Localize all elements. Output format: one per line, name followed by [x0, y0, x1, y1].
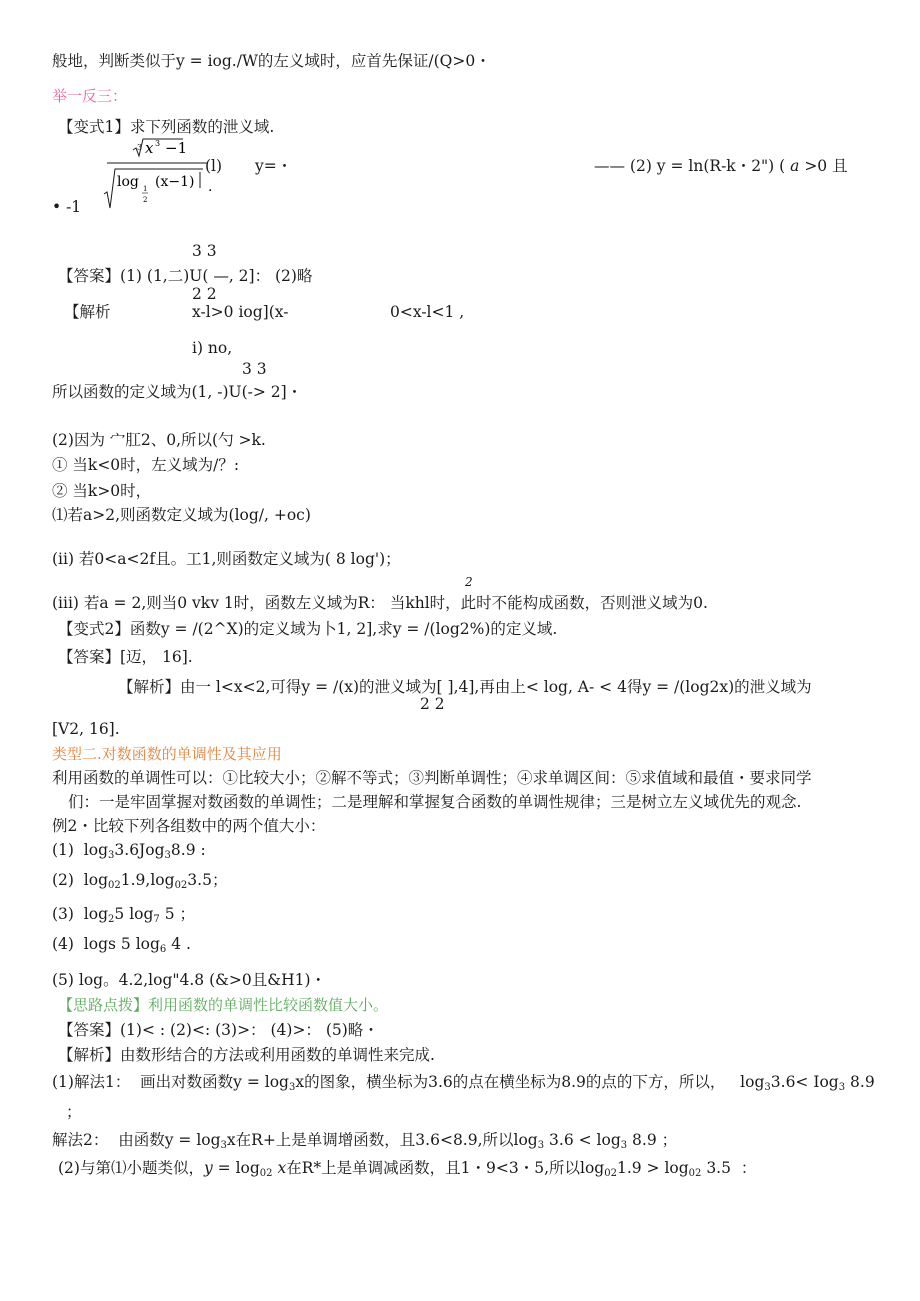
answer-line: 【答案】[迈， 16]. — [58, 648, 193, 666]
analysis-label: 【解析 — [64, 303, 111, 321]
solution-line: 解法2： 由函数$y = \log_3x$在R+上是单调增函数，且3.6<8.9,所以$\log_3 3.6 < \log_3 8.9$ ； — [52, 1131, 678, 1151]
superscript-row: 3 3 — [192, 242, 217, 260]
solution-line: (2)与第⑴小题类似，$y = \log_{02} x$在R*上是单调减函数，且1・9<3・5,所以$\log_{02}1.9 > \log_{02} 3.5$ ： — [58, 1159, 757, 1179]
text-line: 般地，判断类似于y = iog./W的左义域时，应首先保证/(Q>0・ — [52, 52, 491, 70]
text-fragment: ； — [66, 1103, 82, 1121]
formula-log: log — [117, 174, 139, 190]
text-line: 【变式2】函数y = /(2^X)的定义域为卜1, 2],求y = /(log2%)的定义域. — [58, 620, 558, 638]
text-fragment: 0<x-l<1 , — [390, 303, 465, 321]
analysis-line: 【解析】由数形结合的方法或利用函数的单调性来完成. — [58, 1046, 435, 1064]
formula-tail: . — [208, 179, 213, 195]
subscript-row: 2 2 — [420, 695, 445, 713]
example-item: (1) $\log_33.6Jog_38.9$ : — [52, 841, 206, 861]
example-heading: 例2・比较下列各组数中的两个值大小： — [52, 817, 326, 835]
formula-radicand: x — [145, 139, 154, 157]
exercise-heading: 【变式1】求下列函数的泄义域. — [58, 118, 275, 136]
text-fragment: (l) — [205, 157, 223, 175]
text-line: (iii) 若a = 2,则当0 vkv 1时，函数左义域为R： 当khl时，此时不能构成函数，否则泄义域为0. — [52, 594, 708, 612]
text-fragment: y=・ — [255, 157, 293, 175]
formula-minus-one: −1 — [165, 139, 188, 157]
section-heading: 类型二.对数函数的单调性及其应用 — [52, 745, 282, 763]
formula-arg: (x−1) — [155, 174, 195, 190]
text-line: ⑴若a>2,则函数定义域为(log/, +oc) — [52, 506, 311, 524]
formula-base-den: 2 — [143, 196, 148, 204]
superscript-row: 3 3 — [242, 360, 267, 378]
text-fragment: x-l>0 iog](x- — [192, 303, 289, 321]
hint-line: 【思路点拨】利用函数的单调性比较函数值大小。 — [58, 996, 389, 1014]
text-line: 所以函数的定义域为(1, -)U(-> 2]・ — [52, 383, 303, 401]
subscript-row: 2 2 — [192, 285, 217, 303]
answer-line: 【答案】(1)< : (2)<: (3)>： (4)>： (5)略・ — [58, 1021, 379, 1039]
formula-power: 3 — [155, 139, 161, 148]
answer-line: 【答案】(1) (1,二)U( —, 2]： (2)略 — [58, 267, 313, 285]
text-fragment: —— (2) y = ln(R-k・2") ( a >0 且 — [594, 157, 848, 175]
formula-base-num: 1 — [143, 185, 148, 193]
formula-index: 3 — [137, 143, 143, 152]
example-item: (4) logs 5 $\log_6 4$ . — [52, 935, 191, 955]
example-item: (5) log。4.2,log"4.8 (&>0且&H1)・ — [52, 971, 327, 989]
section-label: 举一反三： — [52, 87, 128, 105]
text-line: ① 当k<0时，左义域为/？: — [52, 456, 240, 474]
text-fragment: i) no, — [192, 339, 233, 357]
text-line: ② 当k>0时， — [52, 482, 152, 500]
subscript-row: 2 — [465, 575, 473, 589]
text-line: 利用函数的单调性可以：①比较大小；②解不等式；③判断单调性；④求单调区间：⑤求值域和最值・要求同学 — [52, 769, 812, 787]
text-line: (ii) 若0<a<2f且。工1,则函数定义域为( 8 log')； — [52, 550, 401, 568]
text-line: (2)因为 宀肛2、0,所以(勺 >k. — [52, 431, 266, 449]
text-line: 们：一是牢固掌握对数函数的单调性；二是理解和掌握复合函数的单调性规律；三是树立左义域优先的观念. — [68, 793, 802, 811]
solution-line: (1)解法1： 画出对数函数$y = \log_3x$的图象，横坐标为3.6的点在横坐标为8.9的点的下方，所以， $\log_33.6< Iog_3$ 8.9 — [52, 1073, 875, 1093]
example-item: (3) $\log_25$ $\log_7 5$ ； — [52, 905, 195, 925]
example-item: (2) $\log_{02}1.9,\log_{02}3.5$； — [52, 871, 228, 891]
text-fragment: • -1 — [52, 198, 82, 216]
fraction-formula — [103, 136, 221, 212]
text-line: 【解析】由一 l<x<2,可得y = /(x)的泄义域为[ ],4],再由上< log, A- < 4得y = /(log2x)的泄义域为 — [118, 678, 812, 696]
text-line: [V2, 16]. — [52, 720, 120, 738]
